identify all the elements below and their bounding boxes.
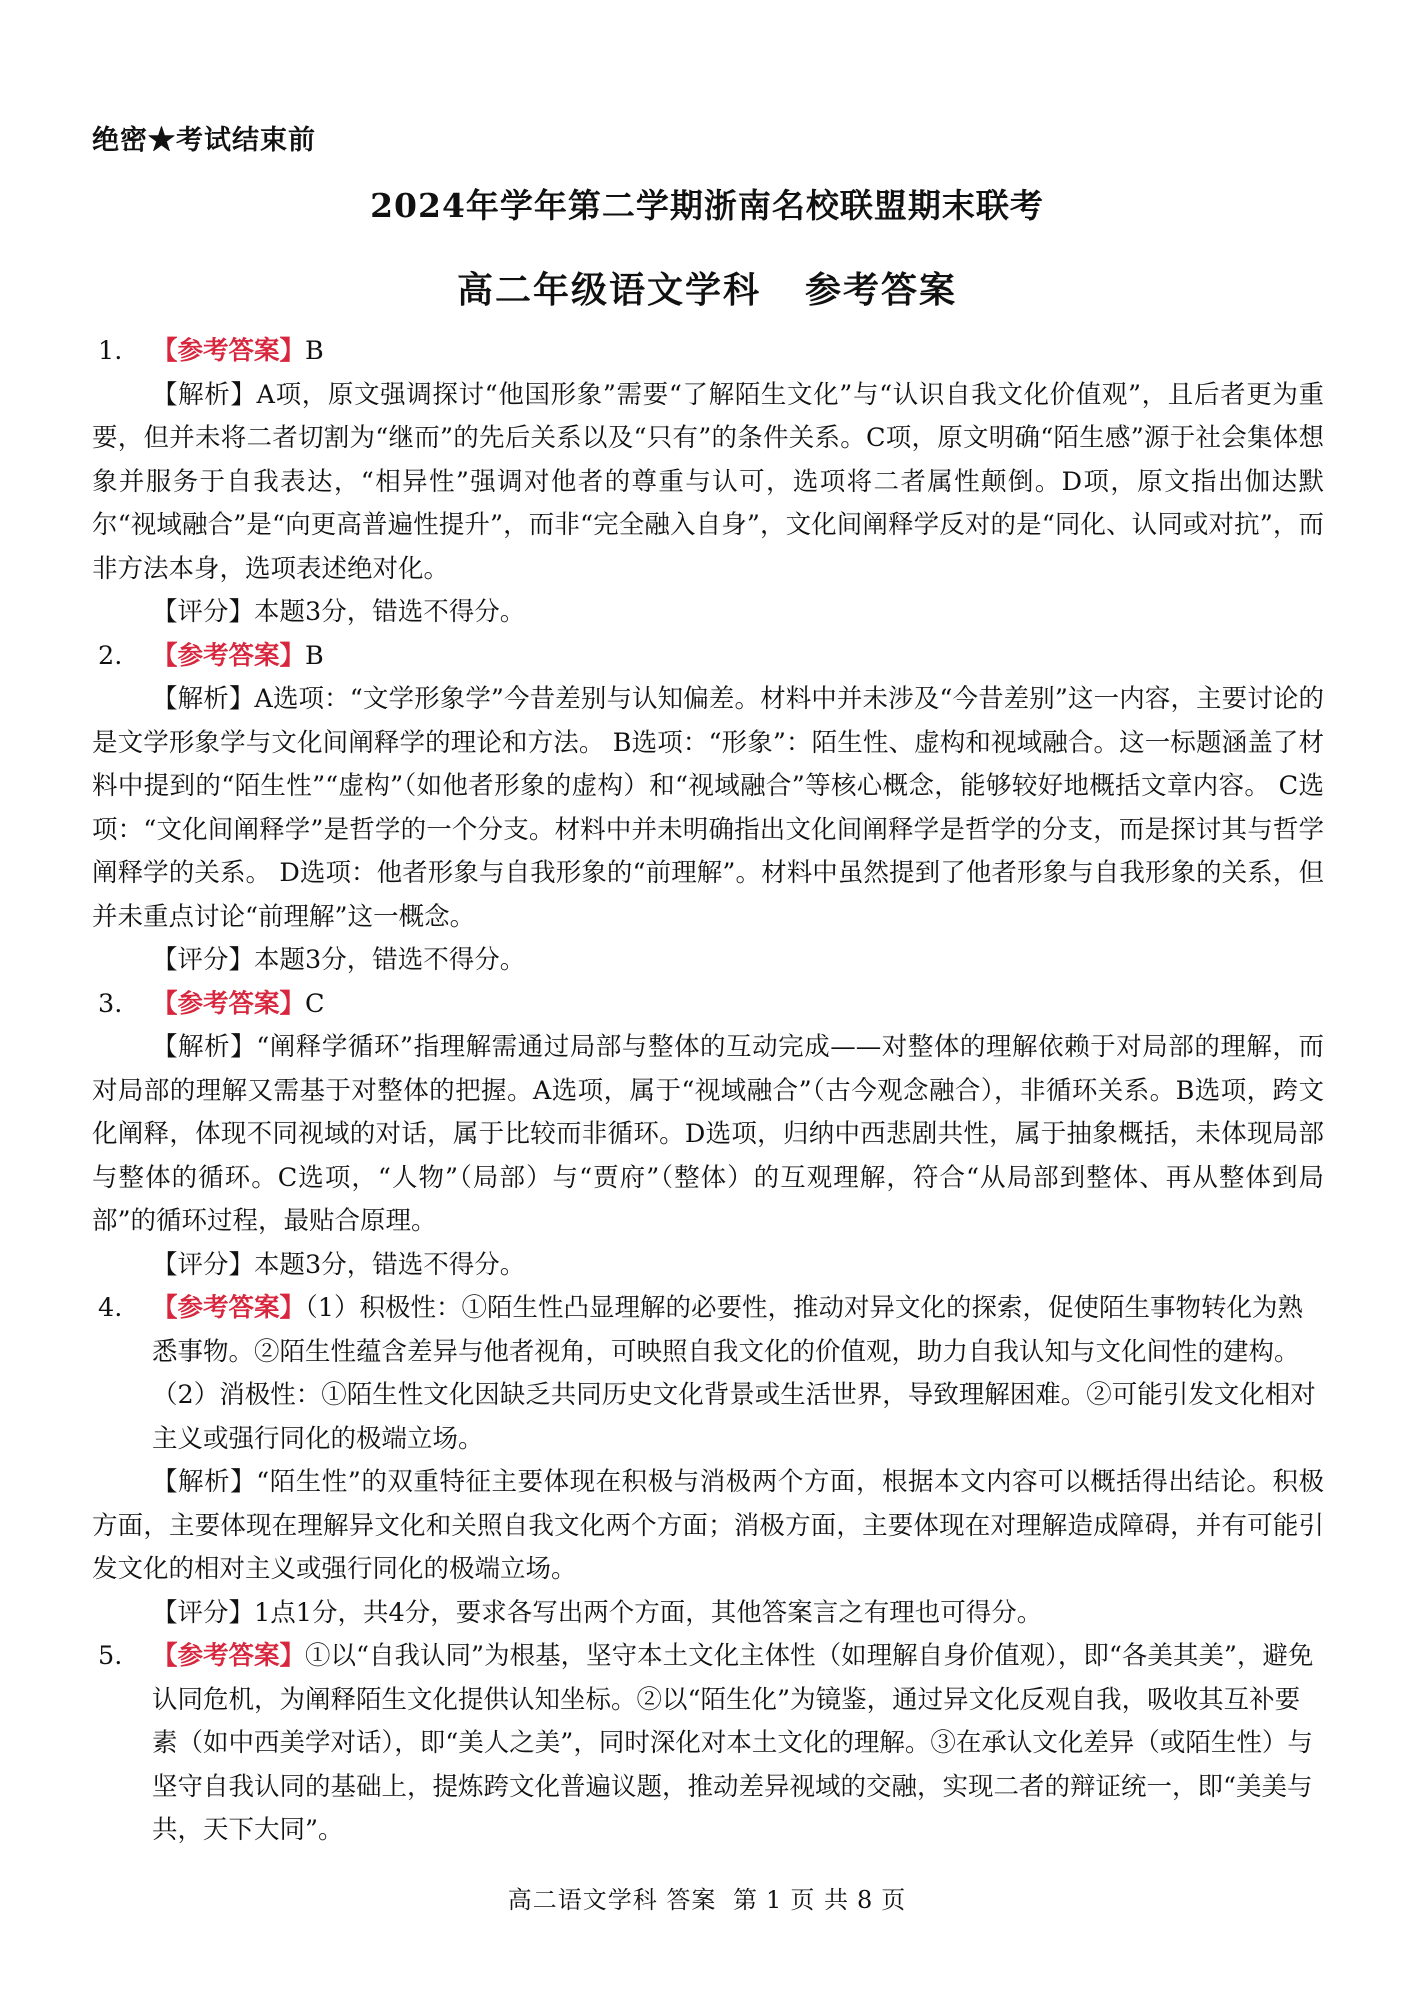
question-4 <box>92 1287 1324 1635</box>
q4-score-text: 1点1分，共4分，要求各写出两个方面，其他答案言之有理也可得分。 <box>254 1597 1043 1628</box>
footer-page-suffix: 页 <box>881 1886 907 1914</box>
ref-answer-label: 【参考答案】 <box>152 988 306 1019</box>
score-label: 【评分】 <box>152 1597 255 1628</box>
q1-score <box>92 591 1324 635</box>
score-label: 【评分】 <box>152 1249 255 1280</box>
q3-answer-line <box>92 983 1324 1027</box>
q4-score <box>92 1592 1324 1636</box>
subject-title <box>0 262 1414 313</box>
analysis-label: 【解析】 <box>152 1467 257 1497</box>
q4-number: 4. <box>98 1293 123 1323</box>
q3-analysis-text: “阐释学循环”指理解需通过局部与整体的互动完成——对整体的理解依赖于对局部的理解，而对局部的理解又需基于对整体的把握。A选项，属于“视域融合”（古今观念融合），非循环关系。B选项，跨文化阐释，体现不同视域的对话，属于比较而非循环。D选项，归纳中西悲剧共性，属于抽象概括，未体现局部与整体的循环。C选项，“人物”（局部）与“贾府”（整体）的互观理解，符合“从局部到整体、再从整体到局部”的循环过程，最贴合原理。 <box>92 1032 1324 1236</box>
score-label: 【评分】 <box>152 945 255 975</box>
page-footer <box>0 1880 1414 1915</box>
q5-answer: ①以“自我认同”为根基，坚守本土文化主体性（如理解自身价值观），即“各美其美”，避免认同危机，为阐释陌生文化提供认知坐标。②以“陌生化”为镜鉴，通过异文化反观自我，吸收其互补要素（如中西美学对话），即“美人之美”，同时深化对本土文化的理解。③在承认文化差异（或陌生性）与坚守自我认同的基础上，提炼跨文化普遍议题，推动差异视域的交融，实现二者的辩证统一，即“美美与共，天下大同”。 <box>152 1641 1314 1845</box>
q2-analysis-text: A选项：“文学形象学”今昔差别与认知偏差。材料中并未涉及“今昔差别”这一内容，主要讨论的是文学形象学与文化间阐释学的理论和方法。 B选项：“形象”：陌生性、虚构和视域融合。这一标题涵盖了材料中提到的“陌生性”“虚构”（如他者形象的虚构）和“视域融合”等核心概念，能够较好地概括文章内容。 C选项：“文化间阐释学”是哲学的一个分支。材料中并未明确指出文化间阐释学是哲学的分支，而是探讨其与哲学阐释学的关系。 D选项：他者形象与自我形象的“前理解”。材料中虽然提到了他者形象与自我形象的关系，但并未重点讨论“前理解”这一概念。 <box>92 684 1324 932</box>
q4-answer: （1）积极性：①陌生性凸显理解的必要性，推动对异文化的探索，促使陌生事物转化为熟悉事物。②陌生性蕴含差异与他者视角，可映照自我文化的价值观，助力自我认知与文化间性的建构。（2）消极性：①陌生性文化因缺乏共同历史文化背景或生活世界，导致理解困难。②可能引发文化相对主义或强行同化的极端立场。 <box>152 1293 1316 1454</box>
exam-title: 2024年学年第二学期浙南名校联盟期末联考 <box>370 186 1044 225</box>
q1-analysis-text: A项，原文强调探讨“他国形象”需要“了解陌生文化”与“认识自我文化价值观”，且后者更为重要，但并未将二者切割为“继而”的先后关系以及“只有”的条件关系。C项，原文明确“陌生感”源于社会集体想象并服务于自我表达，“相异性”强调对他者的尊重与认可，选项将二者属性颠倒。D项，原文指出伽达默尔“视域融合”是“向更高普遍性提升”，而非“完全融入自身”，文化间阐释学反对的是“同化、认同或对抗”，而非方法本身，选项表述绝对化。 <box>92 379 1324 584</box>
footer-subject: 高二语文学科 答案 <box>507 1886 717 1914</box>
q3-answer: C <box>305 988 325 1019</box>
q1-analysis <box>92 374 1324 592</box>
answer-label: 参考答案 <box>805 269 958 311</box>
q5-answer-line <box>92 1635 1324 1853</box>
q2-score <box>92 939 1324 983</box>
q4-answer-line <box>92 1287 1324 1461</box>
analysis-label: 【解析】 <box>152 684 255 714</box>
footer-page-mid: 页 共 <box>790 1886 849 1914</box>
confidential-mark: 绝密★考试结束前 <box>92 125 316 156</box>
q1-answer: B <box>305 336 324 366</box>
q3-analysis <box>92 1026 1324 1244</box>
q2-score-text: 本题3分，错选不得分。 <box>254 945 526 975</box>
q1-number: 1. <box>98 336 123 366</box>
q2-analysis <box>92 678 1324 939</box>
q2-answer: B <box>305 640 324 671</box>
q4-analysis <box>92 1461 1324 1592</box>
footer-page-total: 8 <box>856 1886 874 1914</box>
q3-number: 3. <box>98 988 123 1019</box>
question-3 <box>92 983 1324 1288</box>
question-1 <box>92 330 1324 635</box>
q4-analysis-text: “陌生性”的双重特征主要体现在积极与消极两个方面，根据本文内容可以概括得出结论。积极方面，主要体现在理解异文化和关照自我文化两个方面；消极方面，主要体现在对理解造成障碍，并有可能引发文化的相对主义或强行同化的极端立场。 <box>92 1467 1324 1584</box>
q1-score-text: 本题3分，错选不得分。 <box>254 597 526 627</box>
q5-number: 5. <box>98 1641 123 1671</box>
footer-page-number: 1 <box>766 1886 783 1914</box>
footer-page-prefix: 第 <box>733 1886 759 1914</box>
score-label: 【评分】 <box>152 597 255 627</box>
ref-answer-label: 【参考答案】 <box>152 1293 306 1323</box>
subject-name: 高二年级语文学科 <box>456 269 761 311</box>
answer-content <box>92 330 1324 1853</box>
q2-answer-line <box>92 635 1324 679</box>
q1-answer-line <box>92 330 1324 374</box>
question-2 <box>92 635 1324 983</box>
ref-answer-label: 【参考答案】 <box>152 640 306 671</box>
analysis-label: 【解析】 <box>152 1032 257 1062</box>
q3-score-text: 本题3分，错选不得分。 <box>254 1249 526 1280</box>
q3-score <box>92 1244 1324 1288</box>
q2-number: 2. <box>98 640 123 671</box>
ref-answer-label: 【参考答案】 <box>152 1641 306 1671</box>
analysis-label: 【解析】 <box>152 379 257 410</box>
ref-answer-label: 【参考答案】 <box>152 336 306 366</box>
question-5 <box>92 1635 1324 1853</box>
